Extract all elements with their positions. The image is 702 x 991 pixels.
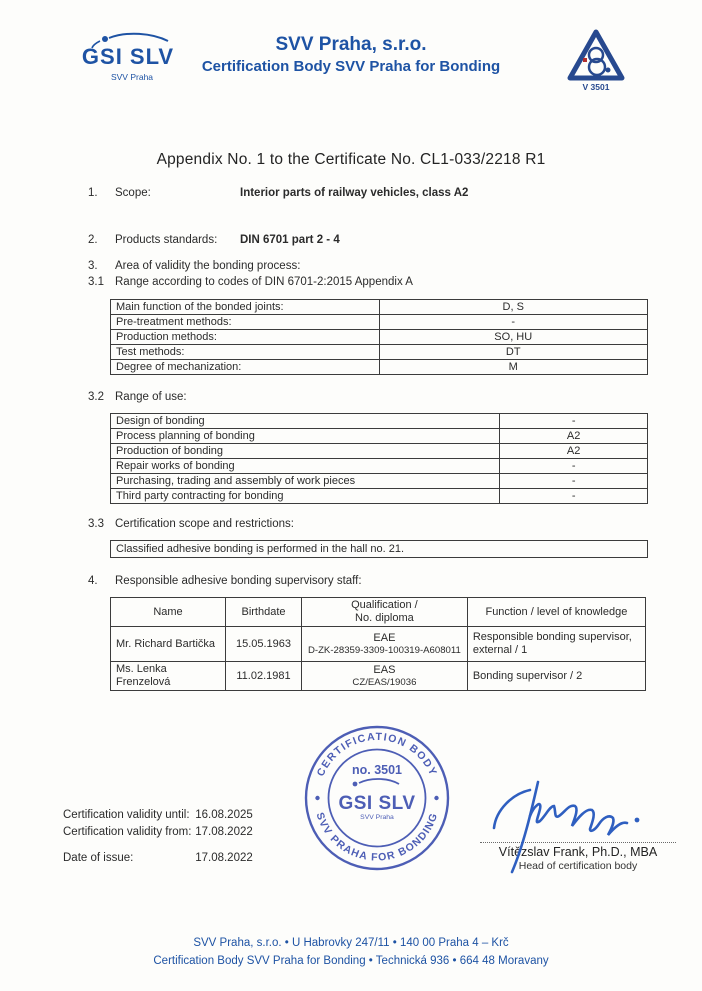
row-value: - (500, 459, 648, 474)
company-name: SVV Praha, s.r.o. (275, 34, 427, 55)
scope-value: Interior parts of railway vehicles, class A2 (240, 187, 469, 199)
validity-until-value: 16.08.2025 (195, 809, 253, 821)
section-number: 3.3 (88, 518, 104, 530)
table-row (111, 300, 648, 315)
row-label: Main function of the bonded joints: (111, 300, 380, 315)
codes-table (110, 299, 648, 375)
row-value: - (379, 315, 648, 330)
table-row (111, 444, 648, 459)
section-number: 3.1 (88, 276, 104, 288)
stamp-left-dot-icon (315, 796, 319, 800)
validity-until-row (63, 807, 253, 824)
staff-row (111, 627, 646, 662)
qualification-code: EAS (373, 664, 396, 676)
section-standards (88, 233, 652, 247)
row-value: A2 (500, 429, 648, 444)
section-label: Range of use: (115, 391, 187, 403)
qualification-header-line1: Qualification / (351, 599, 418, 611)
logo-subtext: SVV Praha (110, 72, 154, 82)
section-cert-scope (88, 517, 652, 531)
mark-caption: V 3501 (582, 82, 610, 92)
section-label: Area of validity the bonding process: (115, 260, 301, 272)
diploma-number: CZ/EAS/19036 (352, 677, 417, 688)
stamp-number: no. 3501 (351, 763, 403, 777)
section-number: 4. (88, 575, 98, 587)
signatory-role: Head of certification body (518, 860, 638, 872)
validity-until-label: Certification validity until: (63, 809, 190, 821)
v3501-triangle-mark-icon (566, 28, 626, 98)
staff-name: Ms. Lenka Frenzelová (111, 662, 226, 691)
staff-birthdate: 11.02.1981 (226, 662, 302, 691)
table-row (111, 345, 648, 360)
stamp-right-dot-icon (434, 796, 438, 800)
row-label: Repair works of bonding (111, 459, 500, 474)
signatory-name: Vítězslav Frank, Ph.D., MBA (498, 845, 658, 859)
row-label: Degree of mechanization: (111, 360, 380, 375)
staff-birthdate: 15.05.1963 (226, 627, 302, 662)
table-row (111, 315, 648, 330)
table-row (111, 360, 648, 375)
logo-text: GSI SLV (81, 44, 175, 69)
issue-date-value: 17.08.2022 (195, 852, 253, 864)
row-value: - (500, 489, 648, 504)
restriction-note: Classified adhesive bonding is performed in the hall no. 21. (110, 540, 648, 558)
staff-function: Responsible bonding supervisor, external / 1 (467, 627, 645, 662)
row-label: Purchasing, trading and assembly of work pieces (111, 474, 500, 489)
row-label: Process planning of bonding (111, 429, 500, 444)
qualification-code: EAE (373, 632, 396, 644)
column-header-function: Function / level of knowledge (467, 598, 645, 627)
footer-address-line1: SVV Praha, s.r.o. • U Habrovky 247/11 • 140 00 Praha 4 – Krč (193, 937, 509, 949)
row-value: - (500, 474, 648, 489)
range-of-use-table (110, 413, 648, 504)
staff-table (110, 597, 646, 691)
standards-value: DIN 6701 part 2 - 4 (240, 234, 340, 246)
row-label: Design of bonding (111, 414, 500, 429)
footer (0, 935, 702, 970)
section-label: Scope: (115, 187, 151, 199)
row-value: M (379, 360, 648, 375)
stamp-arc-top-text: CERTIFICATION BODY (314, 730, 440, 779)
column-header-name: Name (111, 598, 226, 627)
validity-from-row (63, 824, 253, 841)
table-row (111, 330, 648, 345)
table-row (111, 414, 648, 429)
stamp-logo-text: GSI SLV (338, 793, 416, 814)
stamp-logo-subtext: SVV Praha (360, 814, 394, 821)
validity-from-value: 17.08.2022 (195, 826, 253, 838)
stamp-logo-swoosh-icon (353, 779, 399, 786)
signature-line (480, 842, 676, 843)
section-label: Certification scope and restrictions: (115, 518, 294, 530)
staff-name: Mr. Richard Bartička (111, 627, 226, 662)
row-label: Production of bonding (111, 444, 500, 459)
table-row (111, 474, 648, 489)
column-header-birthdate: Birthdate (226, 598, 302, 627)
staff-function: Bonding supervisor / 2 (467, 662, 645, 691)
row-value: A2 (500, 444, 648, 459)
document-title: Appendix No. 1 to the Certificate No. CL1-033/2218 R1 (156, 151, 546, 168)
stamp-arc-bottom-text: SVV PRAHA FOR BONDING (313, 810, 441, 864)
section-area-of-validity (88, 259, 652, 273)
row-value: D, S (379, 300, 648, 315)
row-label: Pre-treatment methods: (111, 315, 380, 330)
section-range-of-use (88, 390, 652, 404)
footer-address-line2: Certification Body SVV Praha for Bonding • Technická 936 • 664 48 Moravany (153, 954, 549, 967)
table-row (111, 459, 648, 474)
date-of-issue-row (63, 850, 253, 867)
staff-row (111, 662, 646, 691)
table-row (111, 489, 648, 504)
row-label: Third party contracting for bonding (111, 489, 500, 504)
validity-from-label: Certification validity from: (63, 826, 192, 838)
section-label: Range according to codes of DIN 6701-2:2015 Appendix A (115, 276, 413, 288)
row-label: Production methods: (111, 330, 380, 345)
row-value: SO, HU (379, 330, 648, 345)
column-header-qualification (301, 598, 467, 627)
row-label: Test methods: (111, 345, 380, 360)
qualification-header-line2: No. diploma (355, 612, 414, 624)
section-range-codes (88, 275, 652, 289)
staff-qualification (301, 627, 467, 662)
section-number: 3. (88, 260, 98, 272)
section-scope (88, 186, 652, 200)
section-staff (88, 574, 652, 588)
signature-block (460, 772, 696, 873)
table-row (111, 429, 648, 444)
section-number: 3.2 (88, 391, 104, 403)
staff-header-row (111, 598, 646, 627)
section-label: Responsible adhesive bonding supervisory staff: (115, 575, 362, 587)
section-number: 1. (88, 187, 98, 199)
validity-block (63, 807, 253, 867)
row-value: DT (379, 345, 648, 360)
issue-date-label: Date of issue: (63, 852, 134, 864)
section-number: 2. (88, 234, 98, 246)
diploma-number: D-ZK-28359-3309-100319-A608011 (307, 645, 461, 656)
staff-qualification (301, 662, 467, 691)
row-value: - (500, 414, 648, 429)
certification-body-name: Certification Body SVV Praha for Bonding (201, 58, 501, 75)
certification-stamp (303, 724, 451, 872)
section-label: Products standards: (115, 234, 218, 246)
